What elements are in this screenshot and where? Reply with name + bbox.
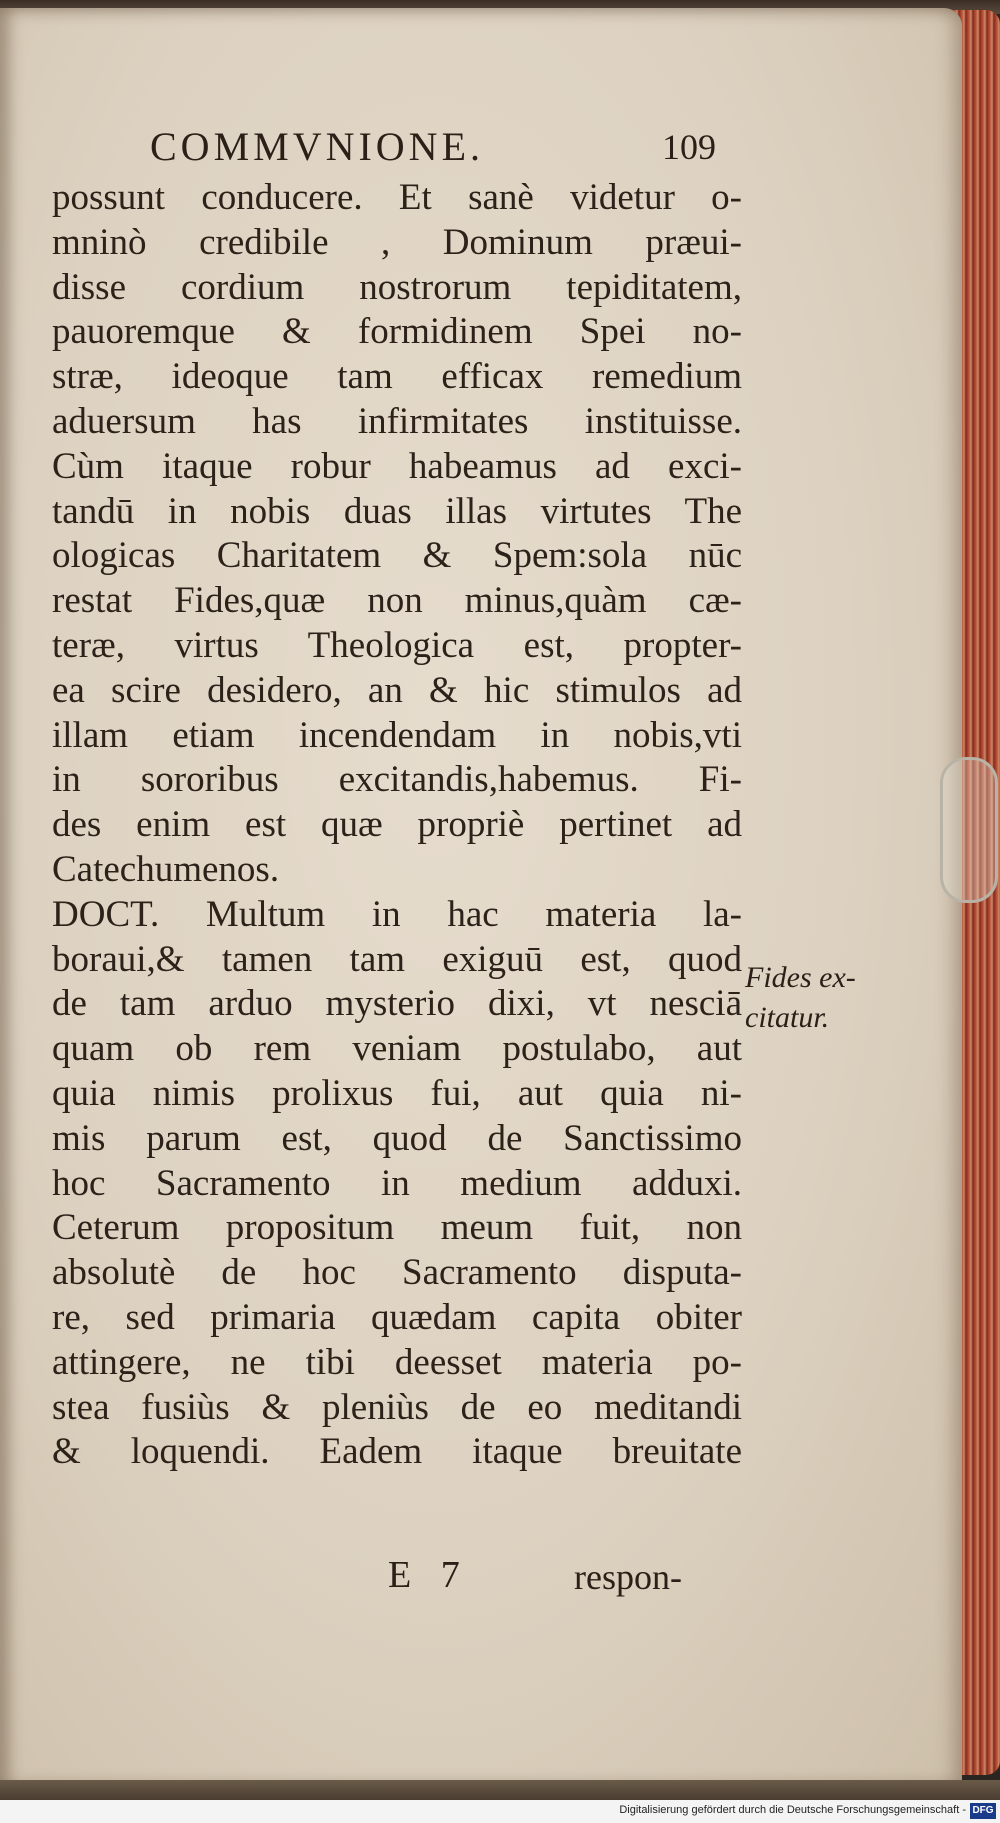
catchword: respon- (574, 1557, 682, 1597)
signature-mark: E 7 (388, 1554, 470, 1596)
page-number: 109 (662, 127, 716, 167)
text-line: in sororibus excitandis,habemus. Fi- (52, 759, 742, 801)
text-line: ologicas Charitatem & Spem:sola nūc (52, 535, 742, 577)
text-line: teræ, virtus Theologica est, propter- (52, 624, 742, 666)
funding-credit: Digitalisierung gefördert durch die Deutsche Forschungsgemeinschaft - (619, 1804, 966, 1816)
body-text (52, 176, 742, 1475)
text-line: boraui,& tamen tam exiguū est, quod (52, 938, 742, 980)
text-line: ea scire desidero, an & hic stimulos ad (52, 669, 742, 711)
text-line: mninò credibile , Dominum præui- (52, 221, 742, 263)
text-line: pauoremque & formidinem Spei no- (52, 311, 742, 353)
text-line: de tam arduo mysterio dixi, vt nesciā (52, 983, 742, 1025)
text-line: Ceterum propositum meum fuit, non (52, 1207, 742, 1249)
text-line: absolutè de hoc Sacramento disputa- (52, 1252, 742, 1294)
text-line: restat Fides,quæ non minus,quàm cæ- (52, 580, 742, 622)
text-line: Cùm itaque robur habeamus ad exci- (52, 445, 742, 487)
book-bottom-edge (0, 1780, 1000, 1800)
text-line: mis parum est, quod de Sanctissimo (52, 1117, 742, 1159)
text-line: re, sed primaria quædam capita obiter (52, 1296, 742, 1338)
text-line: quia nimis prolixus fui, aut quia ni- (52, 1072, 742, 1114)
book-clasp (940, 757, 998, 903)
text-line: tandū in nobis duas illas virtutes The (52, 490, 742, 532)
text-line: DOCT. Multum in hac materia la- (52, 893, 742, 935)
text-line: Catechumenos. (52, 848, 280, 890)
running-head: COMMVNIONE. (150, 124, 484, 169)
text-line: aduersum has infirmitates instituisse. (52, 400, 742, 442)
text-line: stea fusiùs & pleniùs de eo meditandi (52, 1386, 742, 1428)
text-line: attingere, ne tibi deesset materia po- (52, 1341, 742, 1383)
text-line: disse cordium nostrorum tepiditatem, (52, 266, 742, 308)
marginal-note (745, 958, 856, 1038)
text-line: quam ob rem veniam postulabo, aut (52, 1028, 742, 1070)
text-line: des enim est quæ propriè pertinet ad (52, 804, 742, 846)
marginal-note-line: Fides ex- (745, 961, 856, 994)
text-line: possunt conducere. Et sanè videtur o- (52, 177, 742, 218)
digitization-footer (0, 1800, 1000, 1823)
text-line: & loquendi. Eadem itaque breuitate (52, 1431, 742, 1473)
dfg-logo: DFG (970, 1803, 996, 1819)
marginal-note-line: citatur. (745, 1001, 830, 1034)
paper-page (0, 8, 962, 1788)
text-line: illam etiam incendendam in nobis,vti (52, 714, 742, 756)
text-line: hoc Sacramento in medium adduxi. (52, 1162, 742, 1204)
text-line: stræ, ideoque tam efficax remedium (52, 356, 742, 398)
